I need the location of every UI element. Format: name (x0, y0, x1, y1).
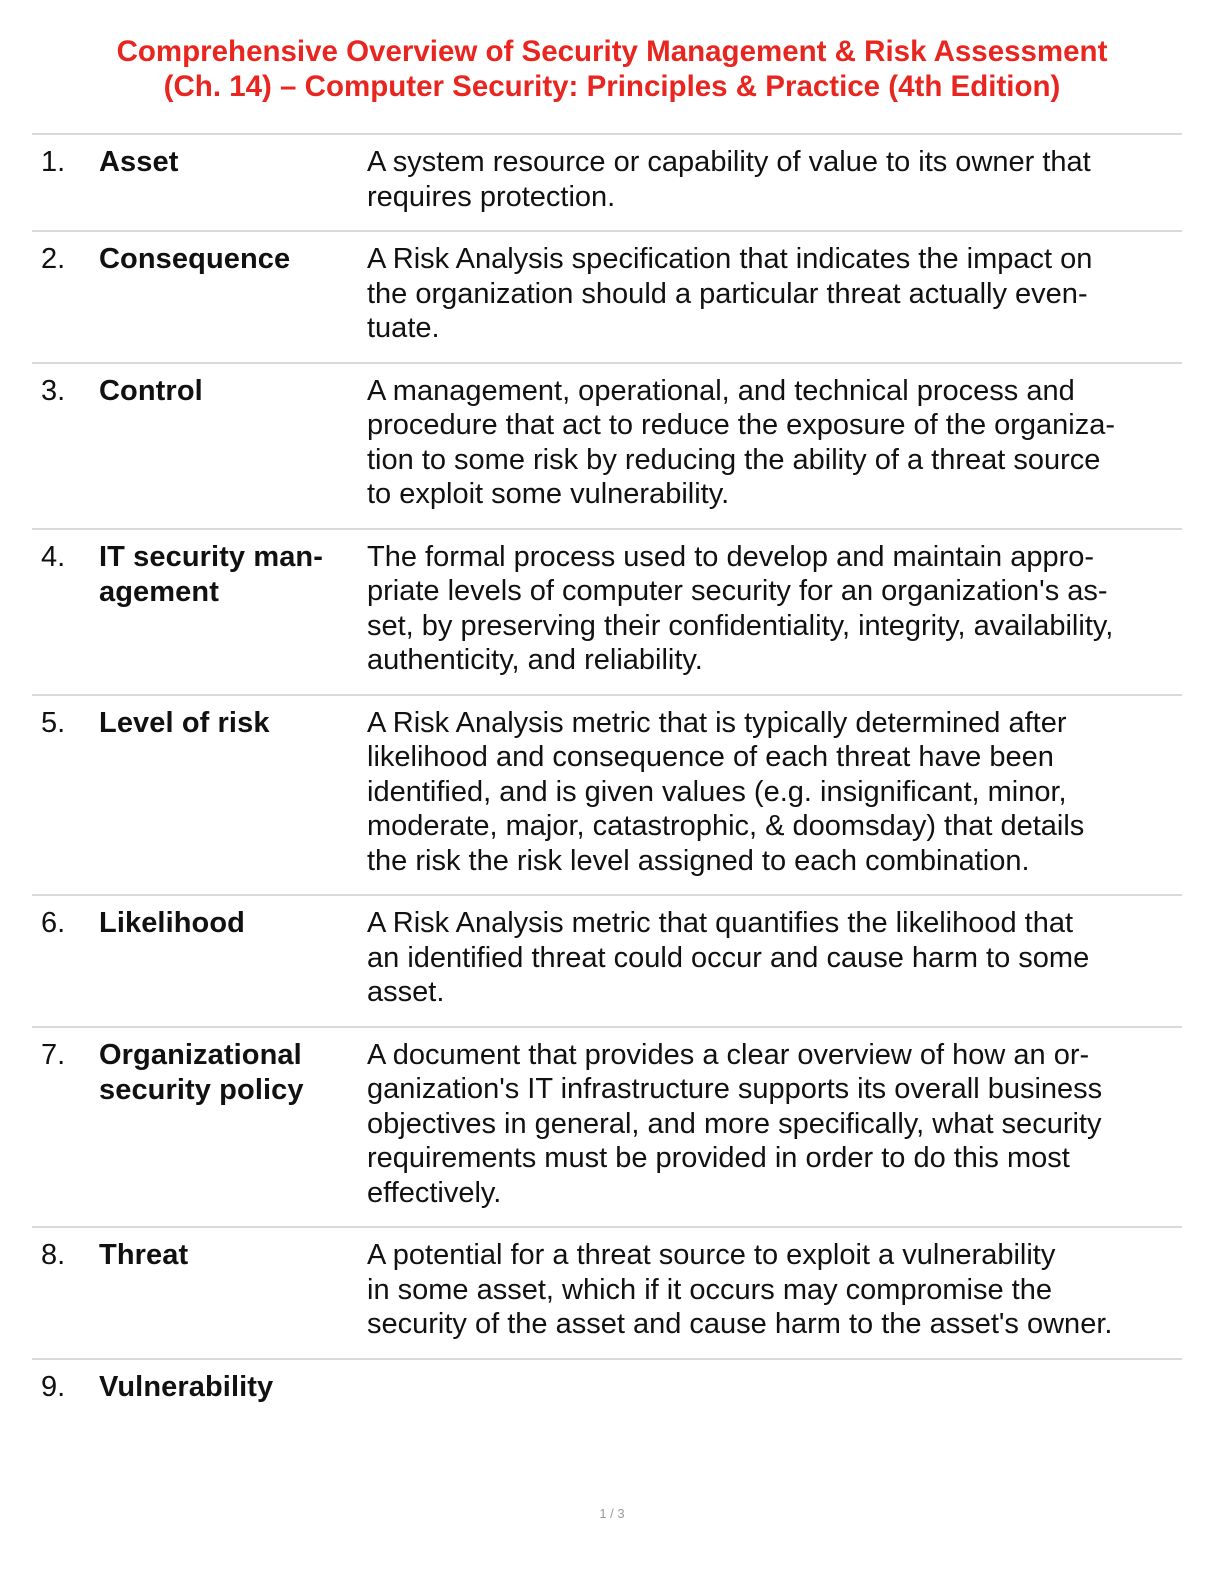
glossary-entry (32, 696, 1182, 897)
entry-term-line: Control (99, 374, 203, 407)
entry-definition (367, 540, 1182, 678)
entry-term-line: agement (99, 575, 219, 608)
glossary-entry (32, 364, 1182, 530)
page-indicator: 1 / 3 (599, 1506, 625, 1521)
entry-definition (367, 242, 1182, 346)
entry-definition (367, 706, 1182, 879)
entry-definition-line: A potential for a threat source to exploit a vulnerability (367, 1239, 1056, 1271)
entry-term (99, 706, 367, 741)
entry-term (99, 1370, 367, 1405)
entry-definition (367, 374, 1182, 512)
entry-definition-line: in some asset, which if it occurs may compromise the (367, 1273, 1052, 1306)
entry-term (99, 906, 367, 941)
entry-term-line: Consequence (99, 243, 291, 275)
glossary-entry (32, 1028, 1182, 1229)
entry-definition-line: identified, and is given values (e.g. insignificant, minor, (367, 775, 1067, 808)
entry-definition-line: asset. (367, 976, 445, 1008)
entry-term-line: Threat (99, 1239, 189, 1271)
entry-definition-line: requirements must be provided in order to do this most (367, 1142, 1070, 1174)
entry-definition-line: objectives in general, and more specifically, what security (367, 1107, 1102, 1140)
entry-definition (367, 145, 1182, 214)
entry-definition-line: moderate, major, catastrophic, & doomsday) that details (367, 810, 1085, 842)
entry-term (99, 145, 367, 180)
glossary-list (32, 133, 1182, 1421)
entry-number: 2. (41, 243, 66, 275)
entry-number: 9. (41, 1370, 66, 1403)
entry-term-line: Asset (99, 146, 179, 178)
entry-definition-line: likelihood and consequence of each threat have been (367, 741, 1054, 773)
entry-definition-line: A Risk Analysis metric that quantifies the likelihood that (367, 907, 1074, 939)
entry-term-line: Organizational (99, 1038, 302, 1071)
entry-number: 3. (41, 374, 66, 407)
entry-term-line: Likelihood (99, 907, 245, 939)
glossary-entry (32, 1360, 1182, 1421)
entry-definition-line: procedure that act to reduce the exposure of the organiza- (367, 409, 1116, 441)
page-title (0, 34, 1224, 104)
entry-definition (367, 1038, 1182, 1211)
entry-definition-line: tuate. (367, 312, 440, 344)
entry-number: 7. (41, 1038, 66, 1071)
entry-term (99, 1238, 367, 1273)
entry-definition-line: the risk the risk level assigned to each combination. (367, 844, 1030, 877)
entry-number: 8. (41, 1239, 66, 1271)
entry-number: 4. (41, 540, 66, 573)
entry-definition-line: tion to some risk by reducing the ability of a threat source (367, 443, 1101, 476)
entry-term-line: security policy (99, 1073, 304, 1106)
entry-definition-line: The formal process used to develop and maintain appro- (367, 540, 1095, 573)
entry-number: 1. (41, 146, 66, 178)
entry-definition-line: security of the asset and cause harm to the asset's owner. (367, 1308, 1113, 1340)
glossary-entry (32, 530, 1182, 696)
entry-definition-line: A management, operational, and technical process and (367, 374, 1075, 407)
entry-definition-line: requires protection. (367, 180, 616, 213)
entry-term-line: Vulnerability (99, 1370, 274, 1403)
entry-definition-line: A document that provides a clear overview of how an or- (367, 1038, 1090, 1071)
entry-term (99, 242, 367, 277)
entry-term (99, 540, 367, 610)
glossary-entry (32, 232, 1182, 364)
entry-definition (367, 1238, 1182, 1342)
entry-definition-line: A Risk Analysis metric that is typically determined after (367, 706, 1067, 739)
entry-definition-line: set, by preserving their confidentiality, integrity, availability, (367, 609, 1114, 642)
entry-number: 6. (41, 907, 66, 939)
entry-definition-line: an identified threat could occur and cause harm to some (367, 941, 1090, 974)
page-title-line-1: Comprehensive Overview of Security Management & Risk Assessment (116, 35, 1108, 68)
entry-term-line: Level of risk (99, 706, 270, 739)
entry-definition-line: authenticity, and reliability. (367, 644, 703, 676)
entry-definition-line: A system resource or capability of value to its owner that (367, 146, 1091, 178)
entry-definition-line: effectively. (367, 1176, 502, 1209)
entry-number: 5. (41, 706, 66, 739)
entry-definition (367, 906, 1182, 1010)
entry-definition-line: priate levels of computer security for an organization's as- (367, 575, 1108, 607)
glossary-entry (32, 135, 1182, 232)
entry-definition-line: the organization should a particular threat actually even- (367, 277, 1088, 310)
entry-definition-line: A Risk Analysis specification that indicates the impact on (367, 243, 1093, 275)
entry-term-line: IT security man- (99, 540, 323, 573)
entry-definition-line: ganization's IT infrastructure supports its overall business (367, 1073, 1103, 1105)
page-title-line-2: (Ch. 14) – Computer Security: Principles & Practice (4th Edition) (163, 70, 1061, 103)
entry-definition-line: to exploit some vulnerability. (367, 478, 730, 510)
glossary-entry (32, 896, 1182, 1028)
glossary-entry (32, 1228, 1182, 1360)
entry-term (99, 1038, 367, 1108)
entry-term (99, 374, 367, 409)
